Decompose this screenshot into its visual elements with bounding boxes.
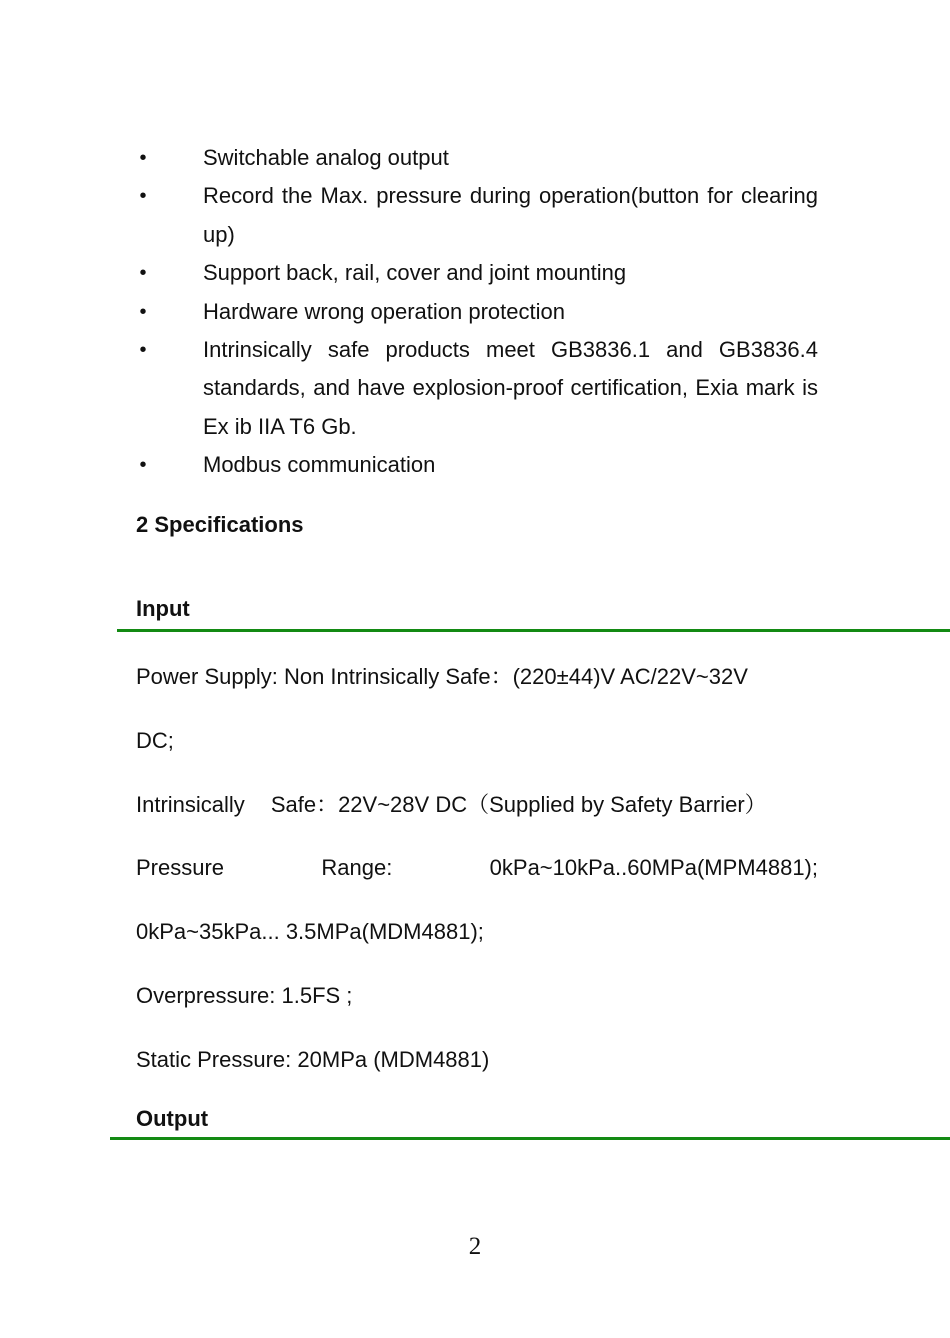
feature-item	[136, 139, 818, 177]
input-heading: Input	[136, 596, 190, 621]
static-pressure-line: Static Pressure: 20MPa (MDM4881)	[136, 1047, 490, 1072]
feature-list	[136, 139, 818, 485]
power-supply-continuation: DC;	[136, 728, 174, 753]
overpressure-line: Overpressure: 1.5FS ;	[136, 983, 353, 1008]
intrinsic-safety-line	[136, 790, 818, 820]
feature-text: Modbus communication	[203, 452, 436, 478]
bullet-icon: •	[139, 147, 147, 169]
intrinsic-label: Intrinsically	[136, 792, 245, 817]
section-heading: 2 Specifications	[136, 512, 304, 537]
bullet-icon: •	[139, 454, 147, 477]
feature-item	[136, 293, 818, 331]
input-divider	[117, 629, 950, 632]
intrinsic-value: Safe：22V~28V DC（Supplied by Safety Barrier）	[270, 792, 767, 817]
output-divider	[110, 1137, 950, 1140]
output-heading: Output	[136, 1106, 209, 1131]
pressure-range-mpm: 0kPa~10kPa..60MPa(MPM4881);	[489, 855, 818, 880]
feature-text: Support back, rail, cover and joint mounting	[203, 260, 627, 286]
bullet-icon: •	[139, 339, 147, 362]
range-label: Range:	[321, 855, 393, 880]
power-supply-line: Power Supply: Non Intrinsically Safe：(220±44)V AC/22V~32V	[136, 664, 748, 689]
feature-text: Hardware wrong operation protection	[203, 298, 565, 324]
bullet-icon: •	[139, 185, 147, 208]
bullet-icon: •	[139, 300, 147, 323]
feature-text: Record the Max. pressure during operation(button for clearing up)	[203, 183, 818, 247]
pressure-range-mdm: 0kPa~35kPa... 3.5MPa(MDM4881);	[136, 919, 484, 944]
bullet-icon: •	[139, 262, 147, 285]
feature-text: Switchable analog output	[203, 145, 449, 170]
feature-item	[136, 254, 818, 292]
feature-text: Intrinsically safe products meet GB3836.1 and GB3836.4 standards, and have explosion-proof certification, Exia mark is Ex ib IIA T6 Gb.	[203, 337, 818, 439]
feature-item	[136, 331, 818, 446]
pressure-range-line	[136, 853, 818, 883]
feature-item	[136, 446, 818, 484]
pressure-label: Pressure	[136, 855, 225, 880]
page-number: 2	[468, 1233, 482, 1260]
feature-item	[136, 177, 818, 254]
